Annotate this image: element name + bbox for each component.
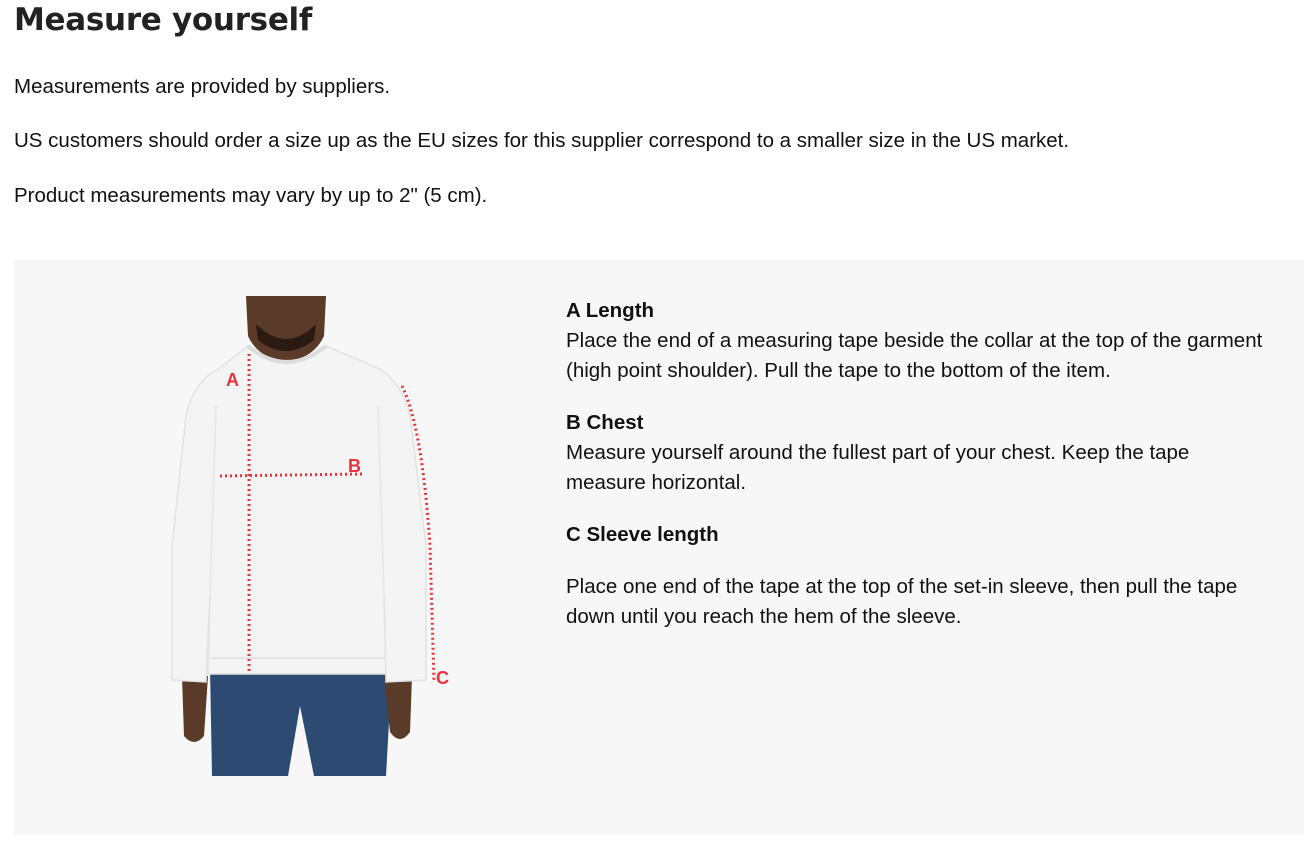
label-b: B: [348, 456, 361, 476]
sweatshirt-illustration: [164, 296, 484, 776]
instruction-chest: [566, 408, 1266, 498]
instruction-text: Place the end of a measuring tape beside the collar at the top of the garment (high point shoulder). Pull the tape to the bottom of the item.: [566, 329, 1263, 382]
intro-paragraph-suppliers: Measurements are provided by suppliers.: [14, 75, 391, 98]
instruction-length: [566, 296, 1266, 386]
intro-paragraph-variance: Product measurements may vary by up to 2" (5 cm).: [14, 184, 488, 207]
intro-paragraph-us-sizing: US customers should order a size up as the EU sizes for this supplier correspond to a smaller size in the US market.: [14, 129, 1070, 152]
instruction-text: Place one end of the tape at the top of the set-in sleeve, then pull the tape down until you reach the hem of the sleeve.: [566, 575, 1238, 628]
label-c: C: [436, 668, 449, 688]
page-title: Measure yourself: [14, 2, 313, 38]
instruction-heading: C Sleeve length: [566, 523, 719, 546]
model-left-hand: [182, 676, 208, 742]
instruction-heading: B Chest: [566, 411, 644, 434]
label-a: A: [226, 370, 239, 390]
chest-guide-line: [220, 474, 362, 476]
measurement-panel: [14, 260, 1304, 835]
instruction-heading: A Length: [566, 299, 655, 322]
sweatshirt-measurement-image: [164, 296, 484, 776]
instruction-text: Measure yourself around the fullest part of your chest. Keep the tape measure horizontal.: [566, 441, 1190, 494]
sweatshirt-body: [172, 346, 426, 682]
model-jeans: [210, 668, 392, 776]
